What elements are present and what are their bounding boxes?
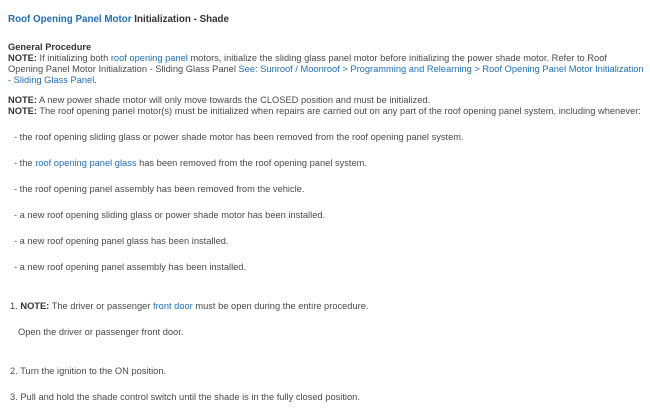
list-item: - a new roof opening panel assembly has been installed. [14,262,247,272]
link-front-door[interactable]: front door [152,301,193,311]
list-item-text: has been removed from the roof opening panel system. [136,158,367,168]
step-text: Turn the ignition to the ON position. [20,366,167,376]
list-item [14,158,367,169]
section-heading: General Procedure [8,42,92,52]
step-number: 3. [10,392,18,402]
note-text: A new power shade motor will only move towards the CLOSED position and must be initialized. [36,95,431,105]
step-1 [10,301,369,312]
title-rest: Initialization - Shade [131,14,229,25]
note-initialize-order [8,53,644,86]
step-2 [10,366,166,377]
step-1-instruction: Open the driver or passenger front door. [18,327,184,337]
note-text: . [94,75,97,85]
title-link-roof-opening-panel-motor[interactable]: Roof Opening Panel Motor [8,14,132,25]
list-item: - the roof opening panel assembly has been removed from the vehicle. [14,184,305,194]
step-text: must be open during the entire procedure. [192,301,369,311]
list-item: - a new roof opening panel glass has been installed. [14,236,229,246]
list-item: - the roof opening sliding glass or power shade motor has been removed from the roof opening panel system. [14,132,464,142]
note-label: NOTE: [8,106,37,116]
link-see-sunroof-programming[interactable]: See: Sunroof / Moonroof > Programming and Relearning > Roof Opening Panel Motor Initialization - Sliding Glass Panel [8,64,644,85]
page-title [8,14,229,25]
note-label: NOTE: [20,301,50,311]
link-roof-opening-panel-glass[interactable]: roof opening panel glass [35,158,137,168]
note-label: NOTE: [8,95,37,105]
step-number: 2. [10,366,18,376]
note-text: If initializing both [36,53,111,63]
note-new-shade-motor [8,95,644,106]
note-initialize-when [8,106,644,117]
step-text: The driver or passenger [49,301,153,311]
note-label: NOTE: [8,53,37,63]
step-number: 1. [10,301,18,311]
step-3 [10,392,360,403]
list-item-text: - the [14,158,36,168]
list-item: - a new roof opening sliding glass or power shade motor has been installed. [14,210,326,220]
note-text: motors, initialize the sliding glass panel motor before initializing the power shade motor. Refer to Roof Opening Panel Motor Initialization - Sliding Glass Panel [8,53,607,74]
link-roof-opening-panel[interactable]: roof opening panel [110,53,188,63]
note-text: The roof opening panel motor(s) must be initialized when repairs are carried out on any part of the roof opening panel system, including whenever: [36,106,641,116]
step-text: Pull and hold the shade control switch until the shade is in the fully closed position. [20,392,360,402]
